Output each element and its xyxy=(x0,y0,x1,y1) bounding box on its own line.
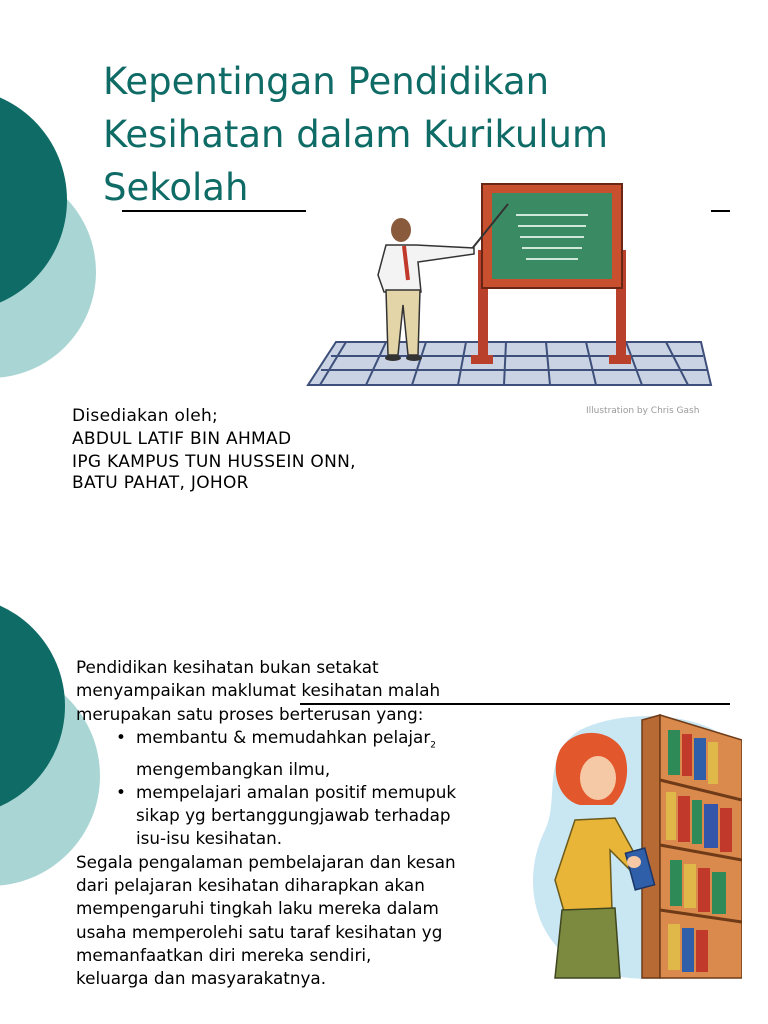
intro-line: Pendidikan kesihatan bukan setakat xyxy=(76,657,379,677)
intro-line: merupakan satu proses berterusan yang: xyxy=(76,703,424,724)
title-line: Kesihatan dalam Kurikulum xyxy=(103,113,609,156)
paragraph-line: memanfaatkan diri mereka sendiri, xyxy=(76,944,372,965)
title-underline-left xyxy=(122,210,306,212)
paragraph-line: dari pelajaran kesihatan diharapkan akan xyxy=(76,875,425,896)
body-text xyxy=(76,656,516,991)
bullet-text: mengembangkan ilmu, xyxy=(136,758,331,779)
author-label: Disediakan oleh; xyxy=(72,406,219,426)
teacher-at-chalkboard-icon xyxy=(306,180,716,395)
subscript: 2 xyxy=(430,740,436,751)
slide-2 xyxy=(0,590,768,1024)
institution-line: BATU PAHAT, JOHOR xyxy=(72,473,249,493)
intro-line: menyampaikan maklumat kesihatan malah xyxy=(76,680,441,701)
bullet-dot: • xyxy=(116,781,126,802)
bullet-text: mempelajari amalan positif memupuk xyxy=(136,781,457,802)
bullet-text: membantu & memudahkan pelajar xyxy=(136,726,431,747)
institution-line: IPG KAMPUS TUN HUSSEIN ONN, xyxy=(72,452,356,472)
paragraph-line: Segala pengalaman pembelajaran dan kesan xyxy=(76,851,456,872)
bullet-text: isu-isu kesihatan. xyxy=(136,828,283,849)
bullet-text: sikap yg bertanggungjawab terhadap xyxy=(136,805,451,826)
title-line: Sekolah xyxy=(103,166,249,209)
paragraph-line: keluarga dan masyarakatnya. xyxy=(76,968,327,989)
bullet-item xyxy=(76,781,516,851)
author-block xyxy=(72,405,356,492)
woman-at-bookshelf-icon xyxy=(520,710,742,985)
paragraph-line: usaha memperolehi satu taraf kesihatan yg xyxy=(76,921,443,942)
illustration-credit: Illustration by Chris Gash xyxy=(586,406,700,416)
author-name: ABDUL LATIF BIN AHMAD xyxy=(72,429,292,449)
paragraph-line: mempengaruhi tingkah laku mereka dalam xyxy=(76,898,439,919)
title-line: Kepentingan Pendidikan xyxy=(103,60,550,103)
bullet-dot: • xyxy=(116,726,126,747)
bullet-item xyxy=(76,726,516,781)
